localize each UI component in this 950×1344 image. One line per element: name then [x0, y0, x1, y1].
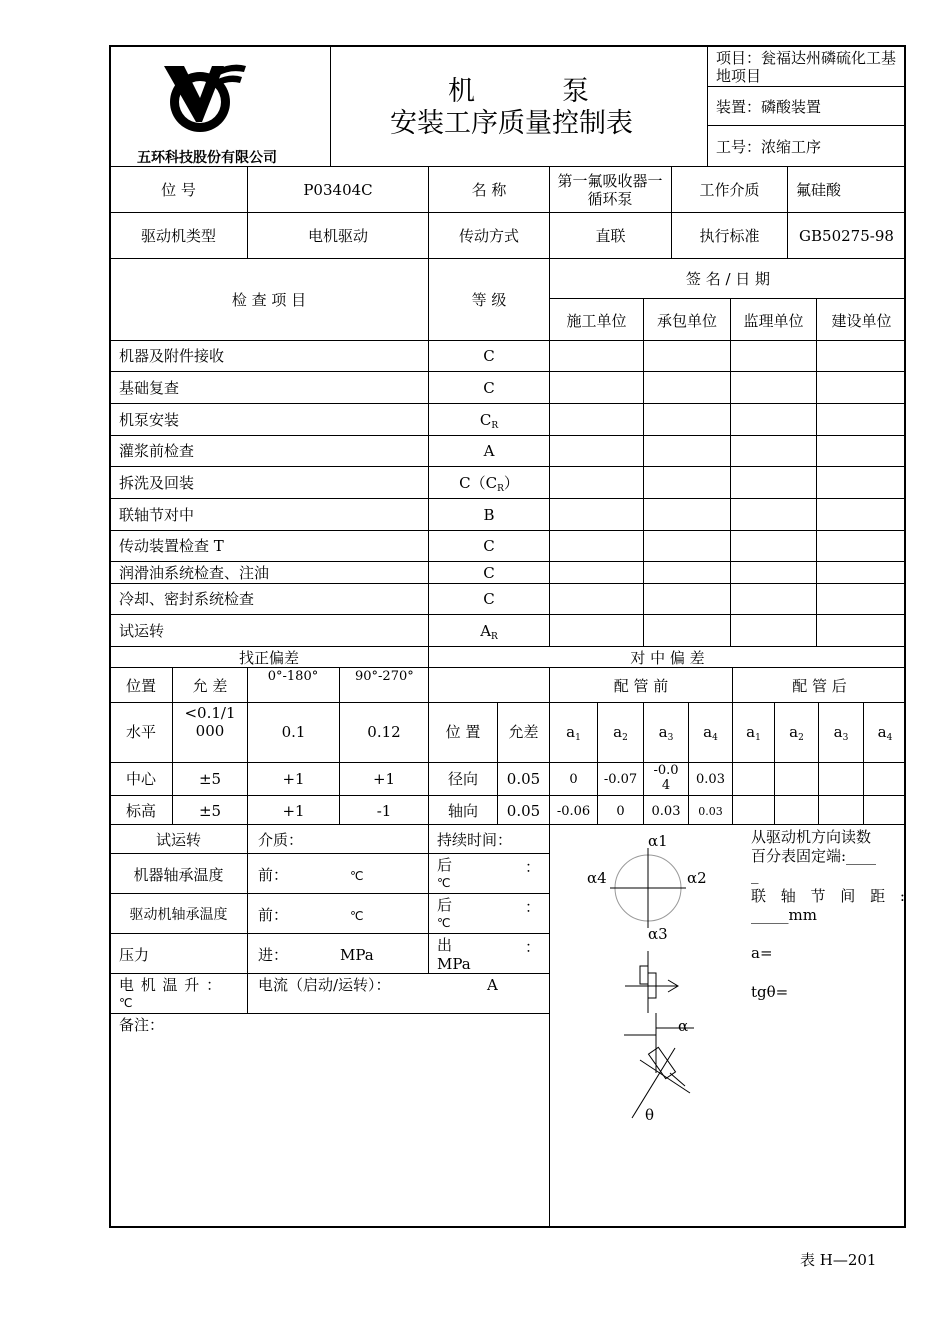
medium-label: 工作介质	[699, 181, 760, 199]
motor-rise-label: 电 机 温 升 ：	[119, 976, 223, 994]
machine-temp-before: 前：	[258, 866, 289, 884]
divider	[643, 298, 644, 646]
driver-label: 驱动机类型	[140, 227, 216, 245]
check-item: 灌浆前检查	[119, 442, 195, 460]
check-item: 润滑油系统检查、注油	[119, 564, 270, 582]
grade-cell: A	[483, 442, 495, 460]
check-item: 基础复查	[119, 379, 180, 397]
align-tol: 允 差	[192, 677, 228, 695]
colon: ：	[525, 858, 541, 876]
pos-label: 位 号	[161, 181, 196, 199]
align-row-name: 中心	[125, 770, 156, 788]
axial-label: 轴向	[447, 802, 478, 820]
divider	[707, 46, 708, 167]
divider	[707, 86, 906, 87]
check-item: 联轴节对中	[119, 506, 195, 524]
unit-celsius: ℃	[437, 916, 451, 930]
after-piping: 配 管 后	[792, 677, 847, 695]
align-row-v2: -1	[376, 802, 392, 820]
grade-cell: $A_R$	[480, 622, 498, 642]
divider	[330, 46, 331, 167]
std-label: 执行标准	[699, 227, 760, 245]
a-label: $a_2$	[789, 723, 804, 743]
radial-a3: -0.04	[653, 763, 679, 793]
trial-title: 试运转	[155, 831, 201, 849]
trial-duration: 持续时间：	[437, 831, 513, 849]
unit-celsius: ℃	[350, 869, 364, 883]
check-item: 冷却、密封系统检查	[119, 590, 255, 608]
driver-temp-after: 后	[437, 896, 453, 914]
align-row-tol: ±5	[198, 770, 222, 788]
pressure-in-unit: MPa	[340, 946, 374, 964]
before-piping: 配 管 前	[613, 677, 669, 695]
alpha4-label: α4	[587, 869, 607, 887]
theta-label: θ	[645, 1106, 655, 1124]
driver-temp-label: 驱动机轴承温度	[129, 907, 228, 923]
divider	[109, 340, 906, 341]
unit-celsius: ℃	[437, 876, 451, 890]
alpha3-label: α3	[648, 925, 668, 943]
alpha2-label: α2	[687, 869, 707, 887]
unit-owner: 建设单位	[831, 312, 892, 330]
pressure-out-unit: MPa	[437, 955, 471, 973]
divider	[109, 258, 906, 259]
trial-medium: 介质：	[258, 831, 304, 849]
a-label: $a_2$	[613, 723, 628, 743]
unit-construction: 施工单位	[566, 312, 627, 330]
item-header: 检 查 项 目	[231, 291, 307, 309]
note-coupling-distance: 联 轴 节 间 距 :	[751, 887, 910, 905]
divider	[549, 298, 906, 299]
colon: ：	[525, 898, 541, 916]
a-label: $a_3$	[833, 723, 849, 743]
align-row-v2: +1	[372, 770, 396, 788]
unit-supervisor: 监理单位	[743, 312, 804, 330]
check-item: 传动装置检查 T	[119, 537, 224, 555]
check-item: 试运转	[119, 622, 165, 640]
deg-90-270: 90°-270°	[355, 669, 414, 684]
company-logo	[160, 60, 250, 140]
colon: ：	[525, 938, 541, 956]
grade-cell: C	[483, 564, 495, 582]
driver-temp-before: 前：	[258, 906, 289, 924]
current-label: 电流（启动/运转）：	[258, 976, 391, 994]
grade-cell: C	[483, 537, 495, 555]
a-label: $a_4$	[877, 723, 893, 743]
grade-cell: $C_R$	[479, 411, 499, 431]
axial-a4: 0.03	[698, 805, 723, 818]
divider	[816, 298, 817, 646]
deg-0-180: 0°-180°	[267, 669, 319, 684]
pressure-in: 进：	[258, 946, 289, 964]
axial-a2: 0	[616, 804, 625, 819]
grade-cell: C	[483, 347, 495, 365]
form-number: 表 H—201	[800, 1251, 877, 1269]
a-label: $a_1$	[566, 723, 581, 743]
align-row-name: 水平	[125, 723, 156, 741]
unit-celsius: ℃	[119, 996, 133, 1010]
align-left-title: 找正偏差	[238, 649, 299, 667]
align-pos: 位置	[125, 677, 156, 695]
grade-cell: B	[483, 506, 495, 524]
note-direction: 从驱动机方向读数	[751, 828, 872, 846]
check-item: 机器及附件接收	[119, 347, 225, 365]
note-gauge: 百分表固定端:____	[751, 847, 877, 865]
alpha-label: α	[678, 1017, 689, 1035]
axial-tol: 0.05	[506, 802, 541, 820]
divider	[730, 298, 731, 646]
check-item: 机泵安装	[119, 411, 180, 429]
remark-label: 备注：	[119, 1016, 165, 1034]
note-a: a=	[751, 944, 773, 962]
align-row-v1: 0.1	[281, 723, 306, 741]
sign-header: 签 名 / 日 期	[685, 270, 771, 288]
check-item: 拆洗及回装	[119, 474, 195, 492]
radial-a1: 0	[569, 772, 578, 787]
project-label: 项目：瓮福达州磷硫化工基地项目	[716, 49, 897, 85]
radial-a2: -0.07	[603, 772, 638, 787]
alpha1-label: α1	[648, 832, 668, 850]
grade-cell: C	[483, 590, 495, 608]
page-title: 安装工序质量控制表	[390, 108, 633, 139]
company-name: 五环科技股份有限公司	[137, 150, 277, 166]
pressure-label: 压力	[119, 946, 150, 964]
name-label: 名 称	[471, 181, 507, 199]
name-value: 第一氟吸收器一循环泵	[557, 172, 663, 208]
grade-cell: C	[483, 379, 495, 397]
align-row-v1: +1	[282, 770, 305, 788]
process-label: 工号：浓缩工序	[716, 138, 822, 156]
axial-a1: -0.06	[556, 804, 591, 819]
device-label: 装置：磷酸装置	[716, 98, 822, 116]
a-label: $a_3$	[658, 723, 674, 743]
align-pos2: 位 置	[445, 723, 481, 741]
grade-cell: $C(C_R)$	[459, 474, 519, 494]
title-line1-a: 机	[448, 76, 475, 107]
note-distance-value: _____mm	[751, 906, 817, 924]
driver-value: 电机驱动	[307, 227, 368, 245]
machine-temp-after: 后	[437, 856, 453, 874]
a-label: $a_4$	[703, 723, 718, 743]
trans-label: 传动方式	[458, 227, 519, 245]
medium-value: 氟硅酸	[796, 181, 842, 199]
align-right-title: 对 中 偏 差	[630, 649, 705, 667]
unit-celsius: ℃	[350, 909, 364, 923]
align-tol2: 允差	[508, 723, 539, 741]
radial-tol: 0.05	[506, 770, 541, 788]
align-row-v2: 0.12	[367, 723, 401, 741]
align-row-tol: <0.1/1000	[184, 704, 236, 740]
note-tg: tgθ=	[751, 983, 789, 1001]
align-row-v1: +1	[282, 802, 305, 820]
std-value: GB50275-98	[799, 227, 894, 245]
machine-temp-label: 机器轴承温度	[133, 866, 224, 884]
radial-label: 径向	[447, 770, 478, 788]
pos-value: P03404C	[303, 181, 373, 199]
axial-a3: 0.03	[651, 804, 681, 819]
a-label: $a_1$	[746, 723, 761, 743]
trans-value: 直联	[595, 227, 626, 245]
align-row-name: 标高	[125, 802, 156, 820]
radial-a4: 0.03	[696, 772, 725, 787]
align-row-tol: ±5	[198, 802, 222, 820]
grade-header: 等 级	[471, 291, 507, 309]
unit-contractor: 承包单位	[656, 312, 717, 330]
title-line1-b: 泵	[562, 76, 589, 107]
current-unit: A	[487, 976, 498, 994]
note-gauge-tail: _	[751, 866, 759, 884]
divider	[707, 125, 906, 126]
pressure-out: 出	[437, 936, 453, 954]
